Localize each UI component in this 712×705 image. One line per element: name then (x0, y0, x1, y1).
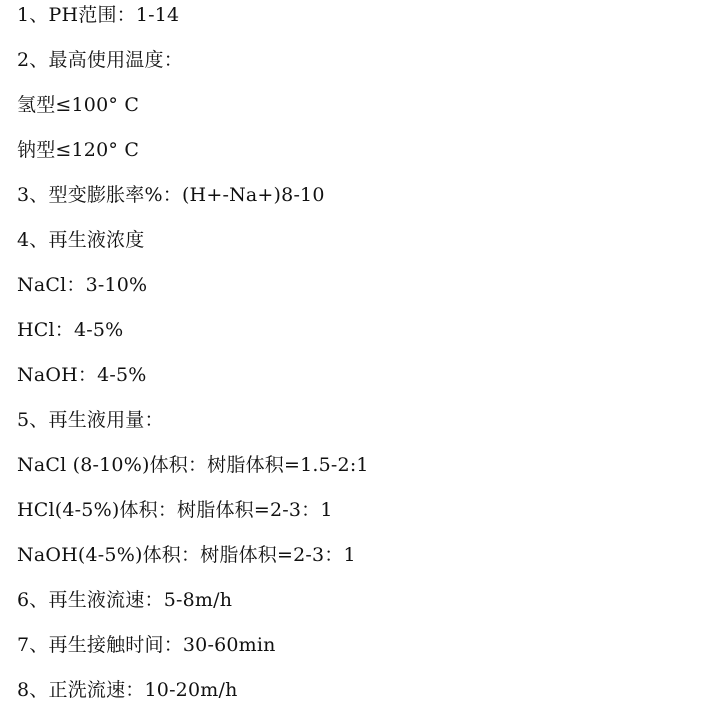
line-nacl-volume-ratio: NaCl (8-10%)体积：树脂体积=1.5-2:1 (17, 454, 369, 476)
line-rinse-flow-rate: 8、正洗流速：10-20m/h (17, 679, 238, 701)
line-sodium-type-temp: 钠型≤120° C (17, 139, 140, 161)
line-regen-contact-time: 7、再生接触时间：30-60min (17, 634, 276, 656)
line-hcl-volume-ratio: HCl(4-5%)体积：树脂体积=2-3：1 (17, 499, 333, 521)
line-hydrogen-type-temp: 氢型≤100° C (17, 94, 140, 116)
line-regen-volume-heading: 5、再生液用量： (17, 409, 164, 431)
line-regen-flow-rate: 6、再生液流速：5-8m/h (17, 589, 233, 611)
line-naoh-volume-ratio: NaOH(4-5%)体积：树脂体积=2-3：1 (17, 544, 356, 566)
line-swelling-rate: 3、型变膨胀率%：(H+-Na+)8-10 (17, 184, 325, 206)
line-max-temp-heading: 2、最高使用温度： (17, 49, 183, 71)
line-naoh-concentration: NaOH：4-5% (17, 364, 147, 386)
line-nacl-concentration: NaCl：3-10% (17, 274, 148, 296)
line-ph-range: 1、PH范围：1-14 (17, 4, 180, 26)
line-regen-concentration-heading: 4、再生液浓度 (17, 229, 145, 251)
line-hcl-concentration: HCl：4-5% (17, 319, 124, 341)
